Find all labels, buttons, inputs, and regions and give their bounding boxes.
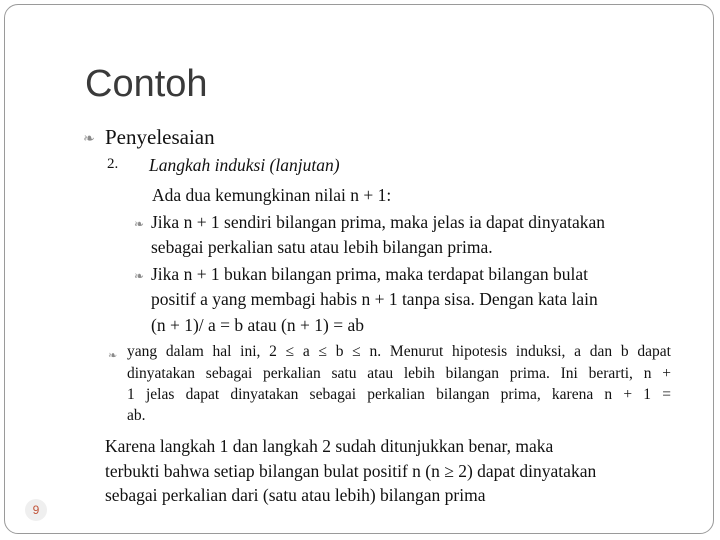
step-title: Langkah induksi (lanjutan) xyxy=(149,155,340,175)
case1-line2: sebagai perkalian satu atau lebih bilangan prima. xyxy=(151,237,493,257)
case2-line2: positif a yang membagi habis n + 1 tanpa sisa. Dengan kata lain xyxy=(151,289,598,309)
intro-text: Ada dua kemungkinan nilai n + 1: xyxy=(152,185,392,205)
bullet-icon: ❧ xyxy=(83,131,95,147)
bullet-penyelesaian: Penyelesaian xyxy=(105,125,215,149)
detail-line3: 1 jelas dapat dinyatakan sebagai perkalian bilangan prima, karena n + 1 = xyxy=(127,386,671,403)
detail-line4: ab. xyxy=(127,407,146,424)
page-number: 9 xyxy=(25,499,47,521)
case2-bullet-icon: ❧ xyxy=(134,269,145,283)
conclusion-line3: sebagai perkalian dari (satu atau lebih) bilangan prima xyxy=(105,485,486,505)
case1-line1: Jika n + 1 sendiri bilangan prima, maka jelas ia dapat dinyatakan xyxy=(151,212,606,232)
detail-line1: yang dalam hal ini, 2 ≤ a ≤ b ≤ n. Menurut hipotesis induksi, a dan b dapat xyxy=(127,343,671,360)
case2-line3: (n + 1)/ a = b atau (n + 1) = ab xyxy=(151,315,364,335)
detail-line2: dinyatakan sebagai perkalian satu atau lebih bilangan prima. Ini berarti, n + xyxy=(127,365,671,382)
detail-bullet-icon: ❧ xyxy=(108,349,118,362)
conclusion-line1: Karena langkah 1 dan langkah 2 sudah ditunjukkan benar, maka xyxy=(105,436,554,456)
conclusion-line2: terbukti bahwa setiap bilangan bulat positif n (n ≥ 2) dapat dinyatakan xyxy=(105,461,597,481)
case1-bullet-icon: ❧ xyxy=(134,217,145,231)
step-number: 2. xyxy=(107,156,119,172)
slide-title: Contoh xyxy=(85,63,208,105)
slide xyxy=(4,4,714,534)
case2-line1: Jika n + 1 bukan bilangan prima, maka terdapat bilangan bulat xyxy=(151,264,589,284)
